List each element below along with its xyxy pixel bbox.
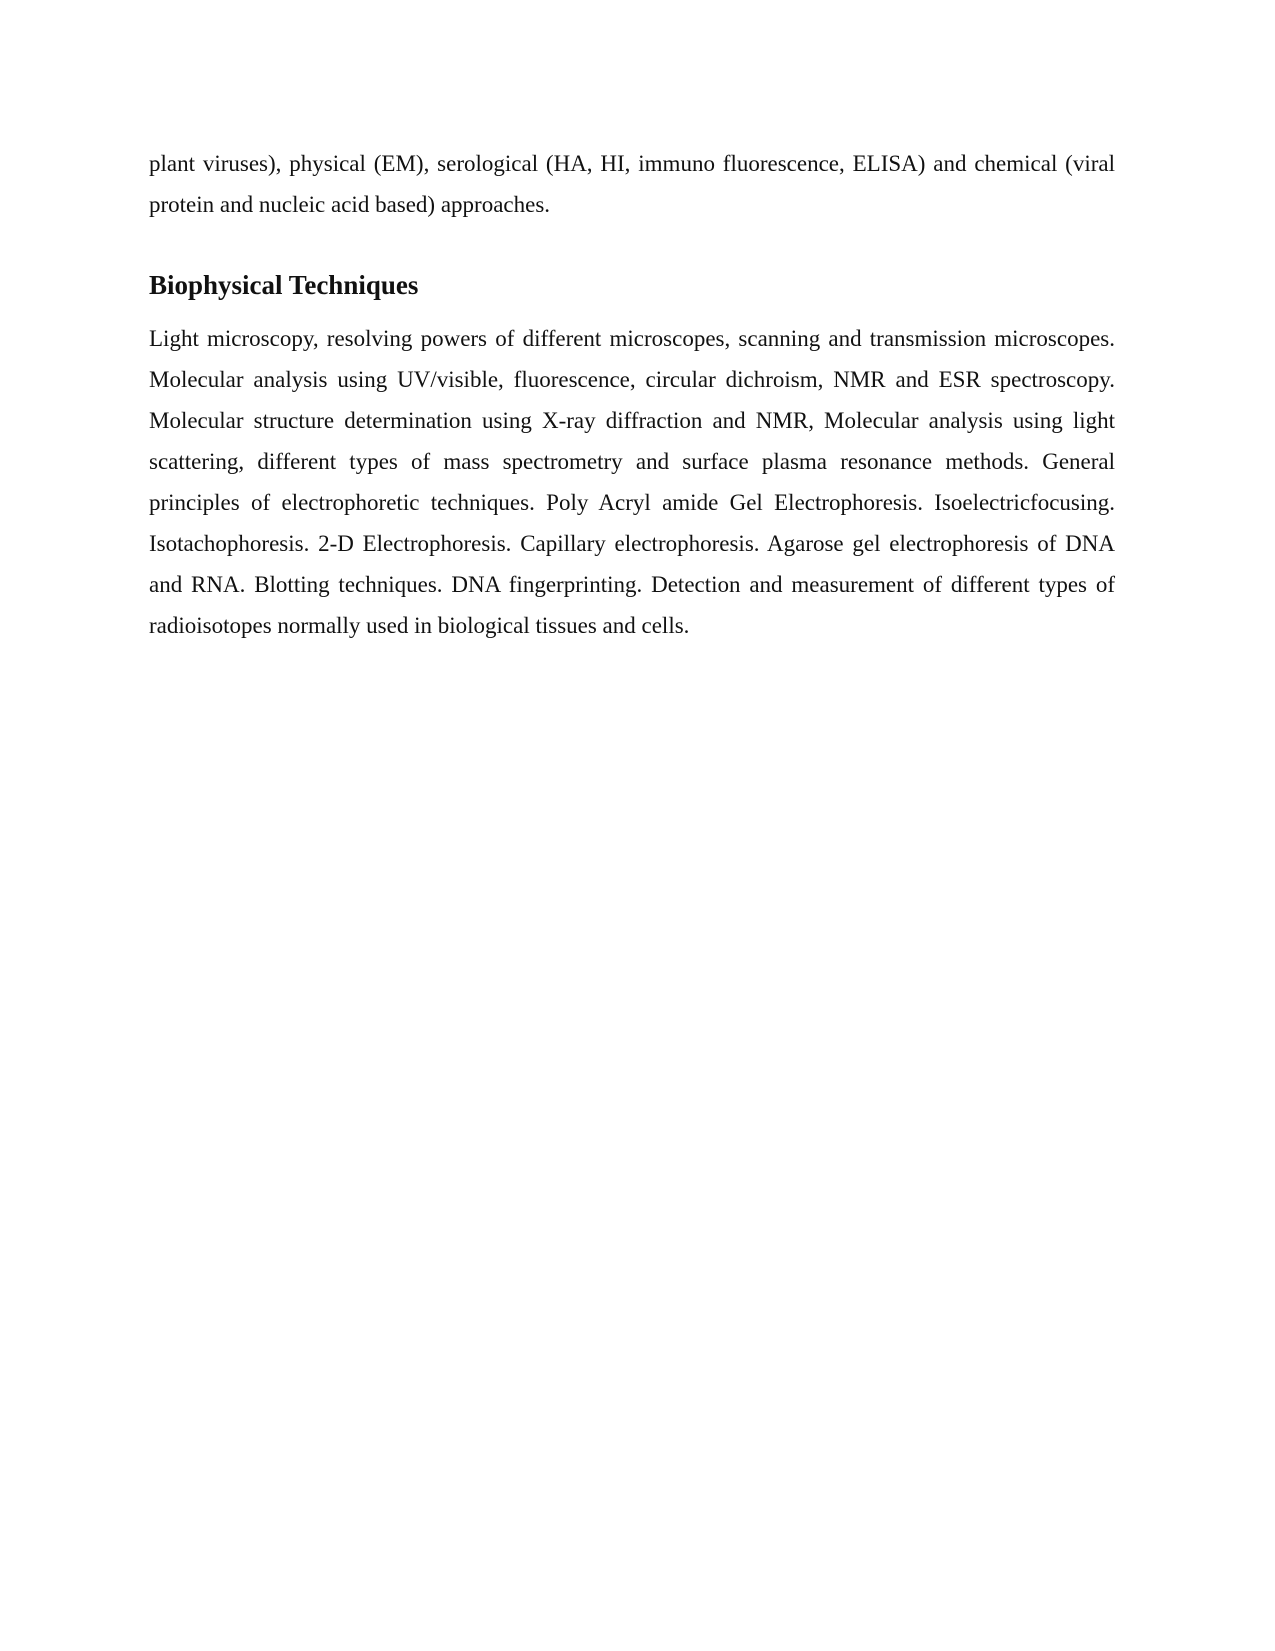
- section-body: Light microscopy, resolving powers of different microscopes, scanning and transmission microscopes. Molecular analysis using UV/visible, fluorescence, circular dichroism, NMR and ESR spectroscopy. Molecular structure determination using X-ray diffraction and NMR, Molecular analysis using light scattering, different types of mass spectrometry and surface plasma resonance methods. General principles of electrophoretic techniques. Poly Acryl amide Gel Electrophoresis. Isoelectricfocusing. Isotachophoresis. 2-D Electrophoresis. Capillary electrophoresis. Agarose gel electrophoresis of DNA and RNA. Blotting techniques. DNA fingerprinting. Detection and measurement of different types of radioisotopes normally used in biological tissues and cells.: [149, 326, 1115, 638]
- section-heading: Biophysical Techniques: [149, 270, 419, 300]
- continued-paragraph: plant viruses), physical (EM), serological (HA, HI, immuno fluorescence, ELISA) and chemical (viral protein and nucleic acid based) approaches.: [149, 151, 1115, 217]
